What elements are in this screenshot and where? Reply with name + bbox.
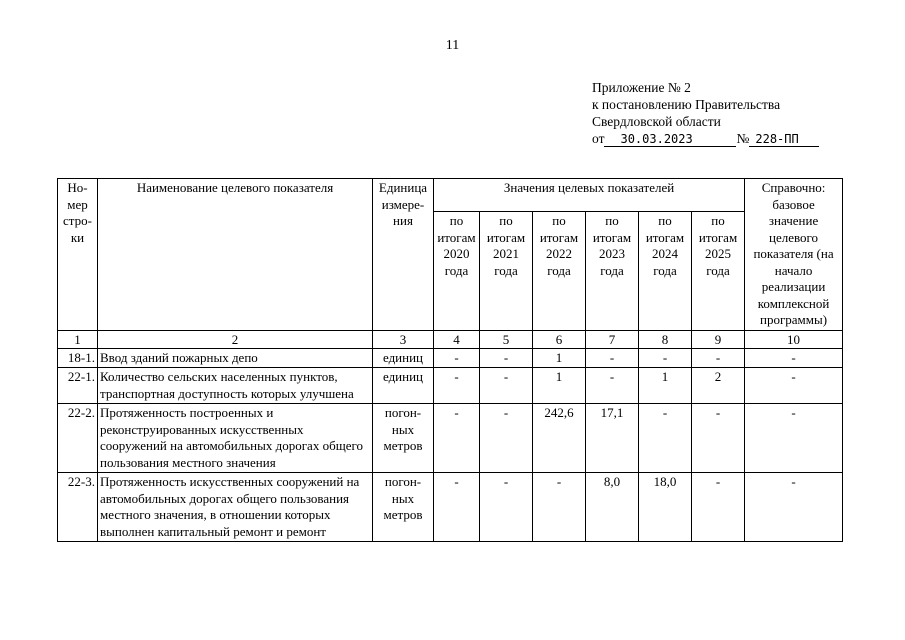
value-2023: -: [586, 348, 639, 368]
column-number: 3: [373, 330, 434, 348]
value-2023: 17,1: [586, 404, 639, 473]
decree-date: 30.03.2023: [604, 132, 736, 147]
indicators-table: [57, 178, 843, 542]
row-number: 22-1.: [58, 368, 98, 404]
row-number: 22-3.: [58, 473, 98, 542]
appendix-title: Приложение № 2: [592, 80, 691, 95]
value-2023: 8,0: [586, 473, 639, 542]
appendix-header: [592, 79, 819, 147]
header-row-no: Но-мер стро-ки: [58, 179, 98, 331]
decree-number: 228-ПП: [749, 132, 819, 147]
header-indicator-name: Наименование целевого показателя: [98, 179, 373, 331]
value-2025: -: [692, 404, 745, 473]
indicator-name: Протяженность искусственных сооружений на автомобильных дорогах общего пользования местного значения, в отношении которых выполнен капитальный ремонт и ремонт: [98, 473, 373, 542]
header-year-2024: по итогам 2024 года: [639, 212, 692, 330]
value-2021: -: [480, 473, 533, 542]
indicator-name: Протяженность построенных и реконструированных искусственных сооружений на автомобильных дорогах общего пользования местного значения: [98, 404, 373, 473]
table-row: [58, 368, 843, 404]
value-2024: 1: [639, 368, 692, 404]
column-number: 5: [480, 330, 533, 348]
unit-cell: погон-ных метров: [373, 404, 434, 473]
value-2025: 2: [692, 368, 745, 404]
column-number: 7: [586, 330, 639, 348]
value-2022: 1: [533, 348, 586, 368]
value-2020: -: [434, 404, 480, 473]
table-row: [58, 473, 843, 542]
unit-cell: единиц: [373, 348, 434, 368]
value-2022: 242,6: [533, 404, 586, 473]
indicator-name: Количество сельских населенных пунктов, транспортная доступность которых улучшена: [98, 368, 373, 404]
value-2021: -: [480, 348, 533, 368]
value-2020: -: [434, 348, 480, 368]
value-2023: -: [586, 368, 639, 404]
value-2025: -: [692, 473, 745, 542]
value-2024: 18,0: [639, 473, 692, 542]
reference-value: -: [745, 368, 843, 404]
value-2024: -: [639, 348, 692, 368]
indicator-name: Ввод зданий пожарных депо: [98, 348, 373, 368]
table-row: [58, 404, 843, 473]
value-2021: -: [480, 404, 533, 473]
header-year-2020: по итогам 2020 года: [434, 212, 480, 330]
column-number: 1: [58, 330, 98, 348]
column-number: 10: [745, 330, 843, 348]
column-number: 9: [692, 330, 745, 348]
unit-cell: погон-ных метров: [373, 473, 434, 542]
column-number: 8: [639, 330, 692, 348]
value-2022: -: [533, 473, 586, 542]
header-year-2021: по итогам 2021 года: [480, 212, 533, 330]
column-number: 6: [533, 330, 586, 348]
value-2021: -: [480, 368, 533, 404]
appendix-region-line: Свердловской области: [592, 114, 721, 129]
header-year-2023: по итогам 2023 года: [586, 212, 639, 330]
header-reference: Справочно: базовое значение целевого показателя (на начало реализации комплексной программы): [745, 179, 843, 331]
header-year-2022: по итогам 2022 года: [533, 212, 586, 330]
reference-value: -: [745, 404, 843, 473]
column-number: 4: [434, 330, 480, 348]
page-number: 11: [445, 38, 460, 53]
column-number: 2: [98, 330, 373, 348]
row-number: 18-1.: [58, 348, 98, 368]
appendix-decree-line: к постановлению Правительства: [592, 97, 781, 112]
row-number: 22-2.: [58, 404, 98, 473]
value-2024: -: [639, 404, 692, 473]
header-row: [58, 179, 843, 212]
value-2022: 1: [533, 368, 586, 404]
header-values-group: Значения целевых показателей: [434, 179, 745, 212]
value-2020: -: [434, 368, 480, 404]
number-prefix: №: [736, 131, 750, 146]
reference-value: -: [745, 473, 843, 542]
date-prefix: от: [592, 131, 605, 146]
value-2025: -: [692, 348, 745, 368]
value-2020: -: [434, 473, 480, 542]
unit-cell: единиц: [373, 368, 434, 404]
header-unit: Единица измере-ния: [373, 179, 434, 331]
column-numbers-row: [58, 330, 843, 348]
header-year-2025: по итогам 2025 года: [692, 212, 745, 330]
reference-value: -: [745, 348, 843, 368]
table-row: [58, 348, 843, 368]
decree-date-number: [592, 130, 819, 147]
